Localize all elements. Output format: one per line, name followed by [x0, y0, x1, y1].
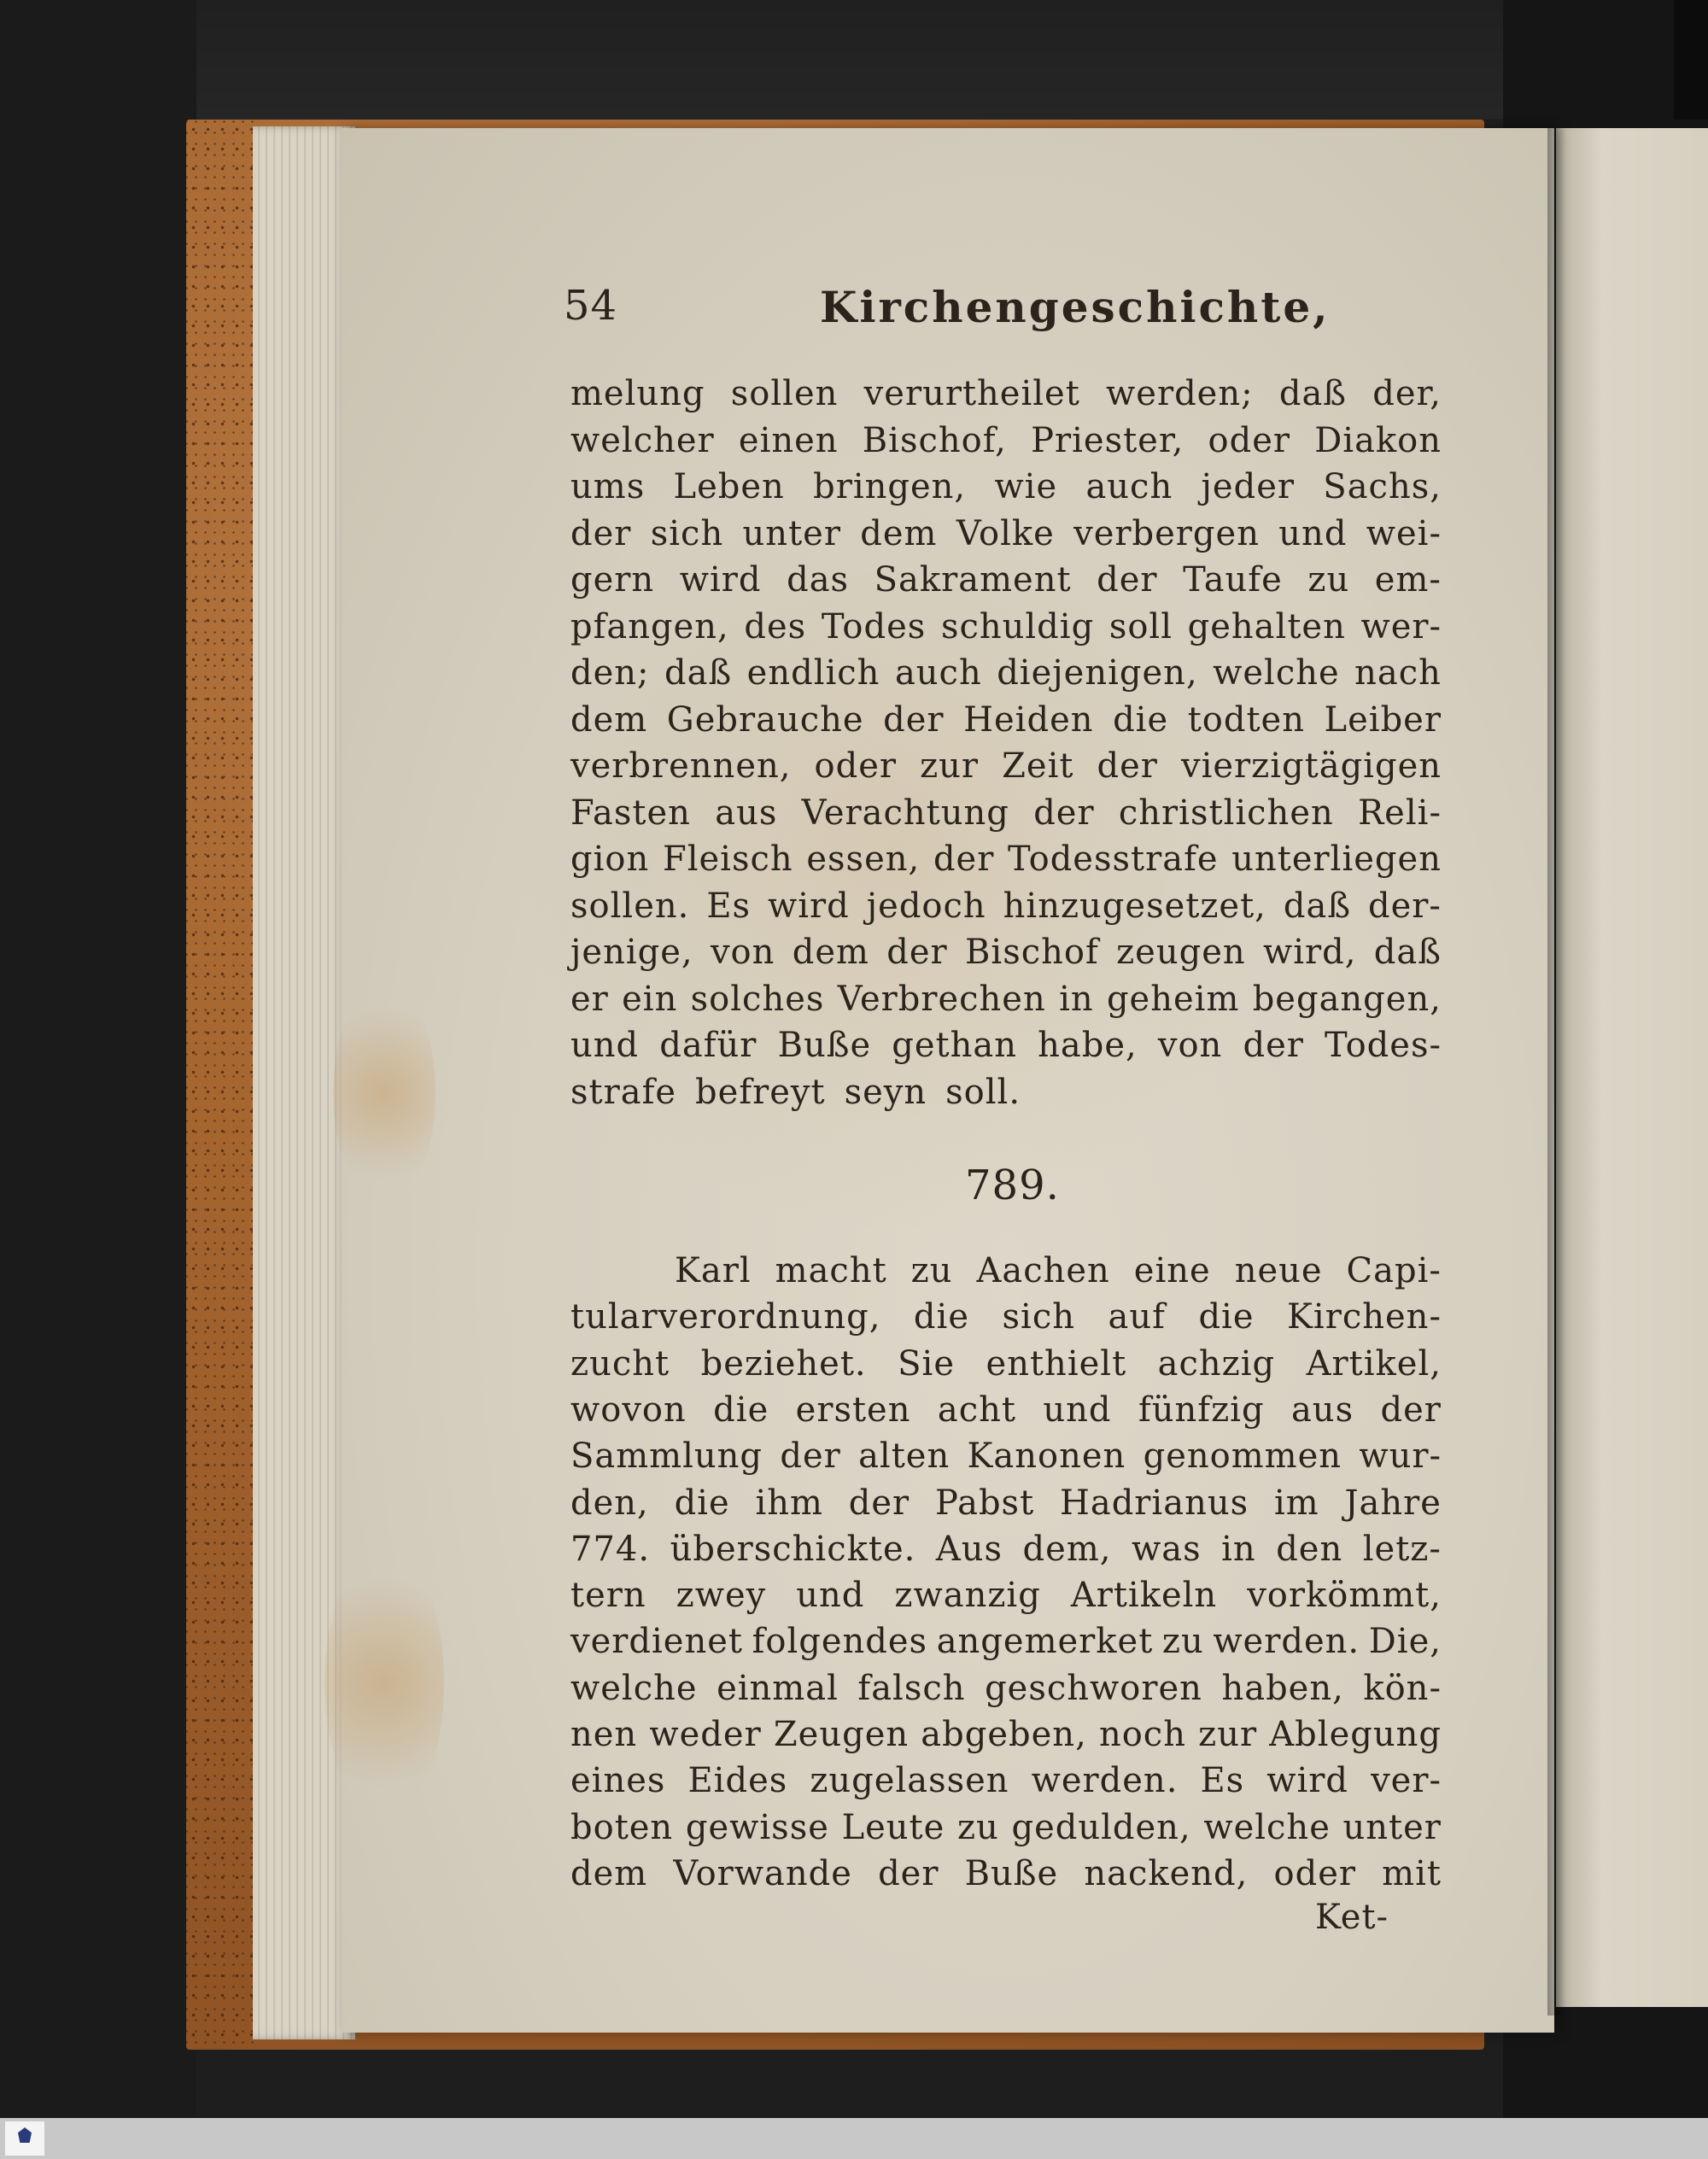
foxing-stain: [333, 982, 436, 1204]
text-line: zucht beziehet. Sie enthielt achzig Artikel,: [570, 1343, 1442, 1384]
text-line: der sich unter dem Volke verbergen und wei-: [570, 513, 1442, 553]
text-line: er ein solches Verbrechen in geheim begangen,: [570, 979, 1442, 1019]
text-line: Fasten aus Verachtung der christlichen Reli-: [570, 793, 1442, 833]
text-line: gion Fleisch essen, der Todesstrafe unterliegen: [570, 840, 1442, 879]
text-line: gern wird das Sakrament der Taufe zu em-: [570, 560, 1442, 600]
text-line: boten gewisse Leute zu gedulden, welche unter: [570, 1807, 1442, 1847]
text-line: tern zwey und zwanzig Artikeln vorkömmt,: [570, 1576, 1442, 1616]
text-line: welche einmal falsch geschworen haben, kön-: [570, 1668, 1442, 1708]
catchword: Ket-: [1315, 1898, 1389, 1937]
text-line: melung sollen verurtheilet werden; daß der,: [570, 374, 1442, 413]
page-number: 54: [564, 282, 618, 330]
text-line: ums Leben bringen, wie auch jeder Sachs,: [570, 467, 1442, 506]
viewer-footer-bar: [0, 2118, 1708, 2159]
shield-icon: [18, 2127, 32, 2143]
text-line: tularverordnung, die sich auf die Kirchen-: [570, 1297, 1442, 1337]
running-title: Kirchengeschichte,: [820, 282, 1331, 332]
clamp-shadow: [1674, 0, 1708, 120]
library-logo[interactable]: [5, 2121, 44, 2156]
photo-backdrop-left: [0, 0, 196, 2118]
text-line: Karl macht zu Aachen eine neue Capi-: [675, 1251, 1442, 1290]
text-line: 774. überschickte. Aus dem, was in den letz-: [570, 1529, 1442, 1569]
text-line: sollen. Es wird jedoch hinzugesetzet, daß der-: [570, 886, 1442, 926]
text-line: welcher einen Bischof, Priester, oder Diakon: [570, 420, 1442, 460]
text-line: dem Gebrauche der Heiden die todten Leiber: [570, 699, 1442, 740]
year-heading: 789.: [965, 1161, 1060, 1209]
photo-backdrop-top: [0, 0, 1708, 120]
text-line: Sammlung der alten Kanonen genommen wur-: [570, 1436, 1442, 1477]
text-line: eines Eides zugelassen werden. Es wird ver-: [570, 1761, 1442, 1801]
text-line: verbrennen, oder zur Zeit der vierzigtägigen: [570, 746, 1442, 786]
page-gutter-shadow: [1547, 128, 1566, 2016]
text-line: den, die ihm der Pabst Hadrianus im Jahre: [570, 1483, 1442, 1523]
running-head: [564, 282, 1418, 350]
text-line: und dafür Buße gethan habe, von der Todes-: [570, 1026, 1442, 1065]
text-line: verdienet folgendes angemerket zu werden. Die,: [570, 1622, 1442, 1662]
facing-page: [1556, 128, 1708, 2007]
text-line: pfangen, des Todes schuldig soll gehalten wer-: [570, 606, 1442, 647]
foxing-stain: [325, 1546, 444, 1819]
text-line: nen weder Zeugen abgeben, noch zur Ablegung: [570, 1715, 1442, 1754]
text-line: strafe befreyt seyn soll.: [570, 1072, 1021, 1112]
cover-speckle-edge: [186, 120, 254, 2050]
text-line: jenige, von dem der Bischof zeugen wird, daß: [570, 933, 1442, 972]
text-line: den; daß endlich auch diejenigen, welche nach: [570, 653, 1442, 693]
text-line: wovon die ersten acht und fünfzig aus der: [570, 1390, 1442, 1430]
text-line: dem Vorwande der Buße nackend, oder mit: [570, 1853, 1442, 1893]
